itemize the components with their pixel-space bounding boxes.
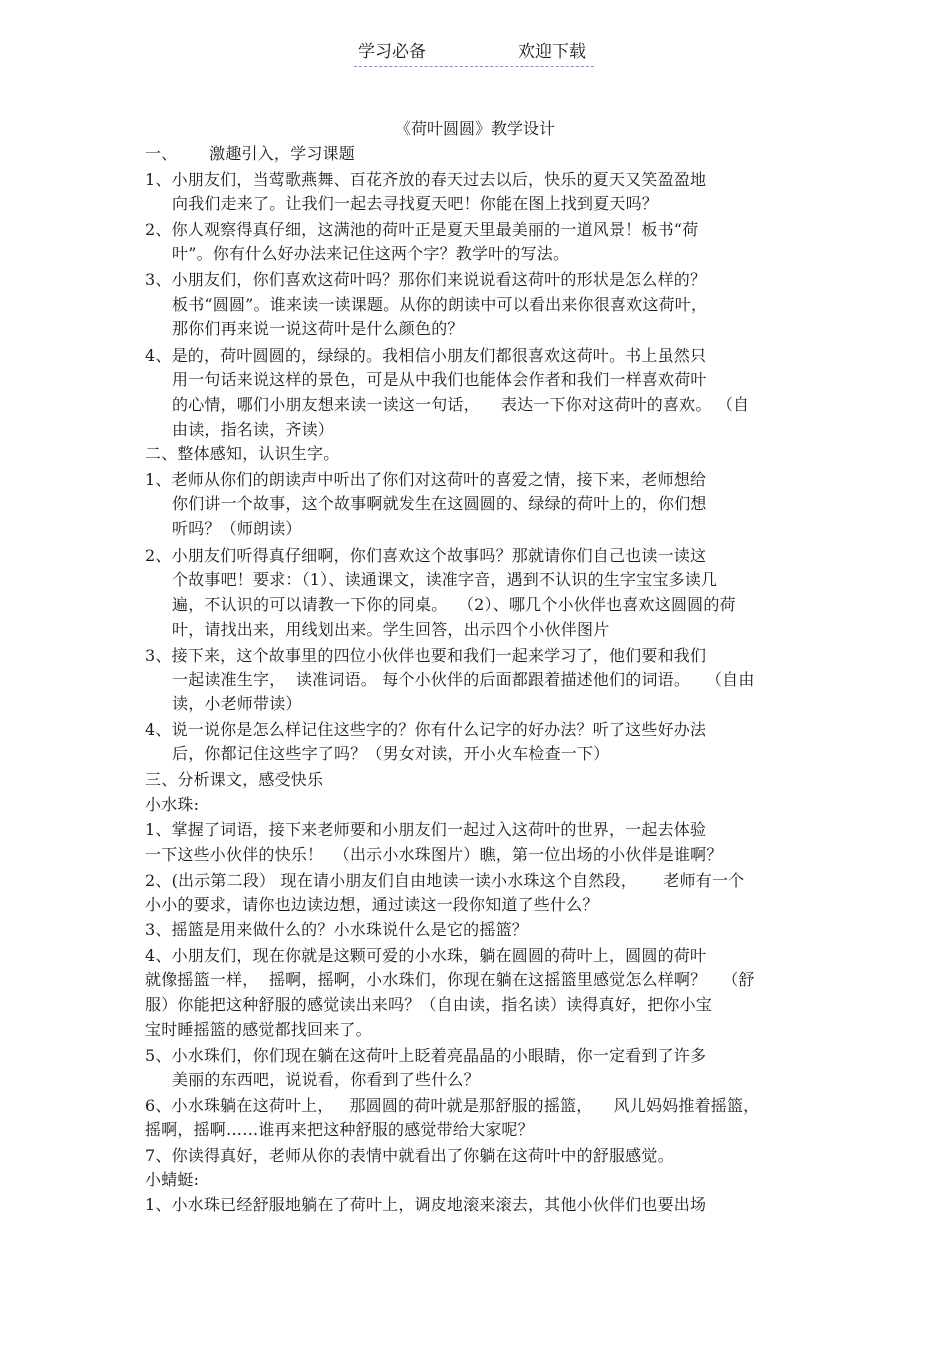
page-header bbox=[354, 40, 594, 67]
text-line: 用一句话来说这样的景色，可是从中我们也能体会作者和我们一样喜欢荷叶 bbox=[172, 370, 707, 389]
text-line: 3、摇篮是用来做什么的？小水珠说什么是它的摇篮？ bbox=[145, 920, 528, 939]
text-line: 个故事吧！要求：（1）、读通课文，读准字音，遇到不认识的生字宝宝多读几 bbox=[172, 570, 718, 589]
text-line: 3、接下来，这个故事里的四位小伙伴也要和我们一起来学习了，他们要和我们 bbox=[145, 646, 707, 665]
text-line: 遍，不认识的可以请教一下你的同桌。 （2）、哪几个小伙伴也喜欢这圆圆的荷 bbox=[172, 595, 736, 614]
text-line: 美丽的东西吧，说说看，你看到了些什么？ bbox=[172, 1070, 480, 1089]
text-line: 1、小朋友们，当莺歌燕舞、百花齐放的春天过去以后，快乐的夏天又笑盈盈地 bbox=[145, 170, 707, 189]
text-line: 小水珠: bbox=[145, 795, 200, 814]
text-line: 1、小水珠已经舒服地躺在了荷叶上，调皮地滚来滚去，其他小伙伴们也要出场 bbox=[145, 1195, 707, 1214]
text-line: 服）你能把这种舒服的感觉读出来吗？（自由读，指名读）读得真好，把你小宝 bbox=[145, 995, 713, 1014]
text-line: 你们讲一个故事，这个故事啊就发生在这圆圆的、绿绿的荷叶上的，你们想 bbox=[172, 494, 707, 513]
text-line: 叶，请找出来，用线划出来。学生回答，出示四个小伙伴图片 bbox=[172, 620, 610, 639]
text-line: 5、小水珠们，你们现在躺在这荷叶上眨着亮晶晶的小眼睛，你一定看到了许多 bbox=[145, 1046, 707, 1065]
document-title: 《荷叶圆圆》教学设计 bbox=[394, 119, 555, 138]
text-line: 小蜻蜓: bbox=[145, 1170, 200, 1189]
text-line: 就像摇篮一样， 摇啊，摇啊，小水珠们，你现在躺在这摇篮里感觉怎么样啊？ （舒 bbox=[145, 970, 755, 989]
text-line: 2、你人观察得真仔细，这满池的荷叶正是夏天里最美丽的一道风景！板书“荷 bbox=[145, 220, 699, 239]
text-line: 听吗？（师朗读） bbox=[172, 519, 302, 538]
text-line: 一起读准生字， 读准词语。 每个小伙伴的后面都跟着描述他们的词语。 （自由 bbox=[172, 670, 755, 689]
text-line: 读，小老师带读） bbox=[172, 694, 302, 713]
text-line: 板书“圆圆”。谁来读一读课题。从你的朗读中可以看出来你很喜欢这荷叶， bbox=[172, 295, 708, 314]
text-line: 二、整体感知，认识生字。 bbox=[145, 444, 340, 463]
text-line: 向我们走来了。让我们一起去寻找夏天吧！你能在图上找到夏天吗？ bbox=[172, 194, 659, 213]
text-line: 的心情，哪们小朋友想来读一读这一句话， 表达一下你对这荷叶的喜欢。 （自 bbox=[172, 395, 750, 414]
text-line: 2、(出示第二段） 现在请小朋友们自由地读一读小水珠这个自然段， 老师有一个 bbox=[145, 871, 745, 890]
text-line: 小小的要求，请你也边读边想，通过读这一段你知道了些什么？ bbox=[145, 895, 599, 914]
text-line: 由读，指名读，齐读） bbox=[172, 420, 335, 439]
text-line: 摇啊，摇啊……谁再来把这种舒服的感觉带给大家呢？ bbox=[145, 1120, 534, 1139]
text-line: 叶”。你有什么好办法来记住这两个字？教学叶的写法。 bbox=[172, 244, 570, 263]
text-line: 1、老师从你们的朗读声中听出了你们对这荷叶的喜爱之情，接下来，老师想给 bbox=[145, 470, 707, 489]
text-line: 一、 激趣引入，学习课题 bbox=[145, 144, 355, 163]
text-line: 一下这些小伙伴的快乐！ （出示小水珠图片）瞧，第一位出场的小伙伴是谁啊？ bbox=[145, 845, 723, 864]
text-line: 4、说一说你是怎么样记住这些字的？你有什么记字的好办法？听了这些好办法 bbox=[145, 720, 707, 739]
header-right-text: 欢迎下载 bbox=[518, 42, 586, 62]
text-line: 4、是的，荷叶圆圆的，绿绿的。我相信小朋友们都很喜欢这荷叶。书上虽然只 bbox=[145, 346, 707, 365]
text-line: 那你们再来说一说这荷叶是什么颜色的？ bbox=[172, 319, 464, 338]
header-left-text: 学习必备 bbox=[358, 42, 426, 62]
text-line: 宝时睡摇篮的感觉都找回来了。 bbox=[145, 1020, 372, 1039]
text-line: 3、小朋友们，你们喜欢这荷叶吗？那你们来说说看这荷叶的形状是怎么样的？ bbox=[145, 270, 707, 289]
text-line: 三、分析课文，感受快乐 bbox=[145, 770, 324, 789]
text-line: 6、小水珠躺在这荷叶上， 那圆圆的荷叶就是那舒服的摇篮， 风儿妈妈推着摇篮， bbox=[145, 1096, 760, 1115]
text-line: 后，你都记住这些字了吗？（男女对读，开小火车检查一下） bbox=[172, 744, 610, 763]
text-line: 7、你读得真好，老师从你的表情中就看出了你躺在这荷叶中的舒服感觉。 bbox=[145, 1146, 674, 1165]
text-line: 2、小朋友们听得真仔细啊，你们喜欢这个故事吗？那就请你们自己也读一读这 bbox=[145, 546, 707, 565]
text-line: 1、掌握了词语，接下来老师要和小朋友们一起过入这荷叶的世界，一起去体验 bbox=[145, 820, 707, 839]
text-line: 4、小朋友们，现在你就是这颗可爱的小水珠，躺在圆圆的荷叶上，圆圆的荷叶 bbox=[145, 946, 707, 965]
